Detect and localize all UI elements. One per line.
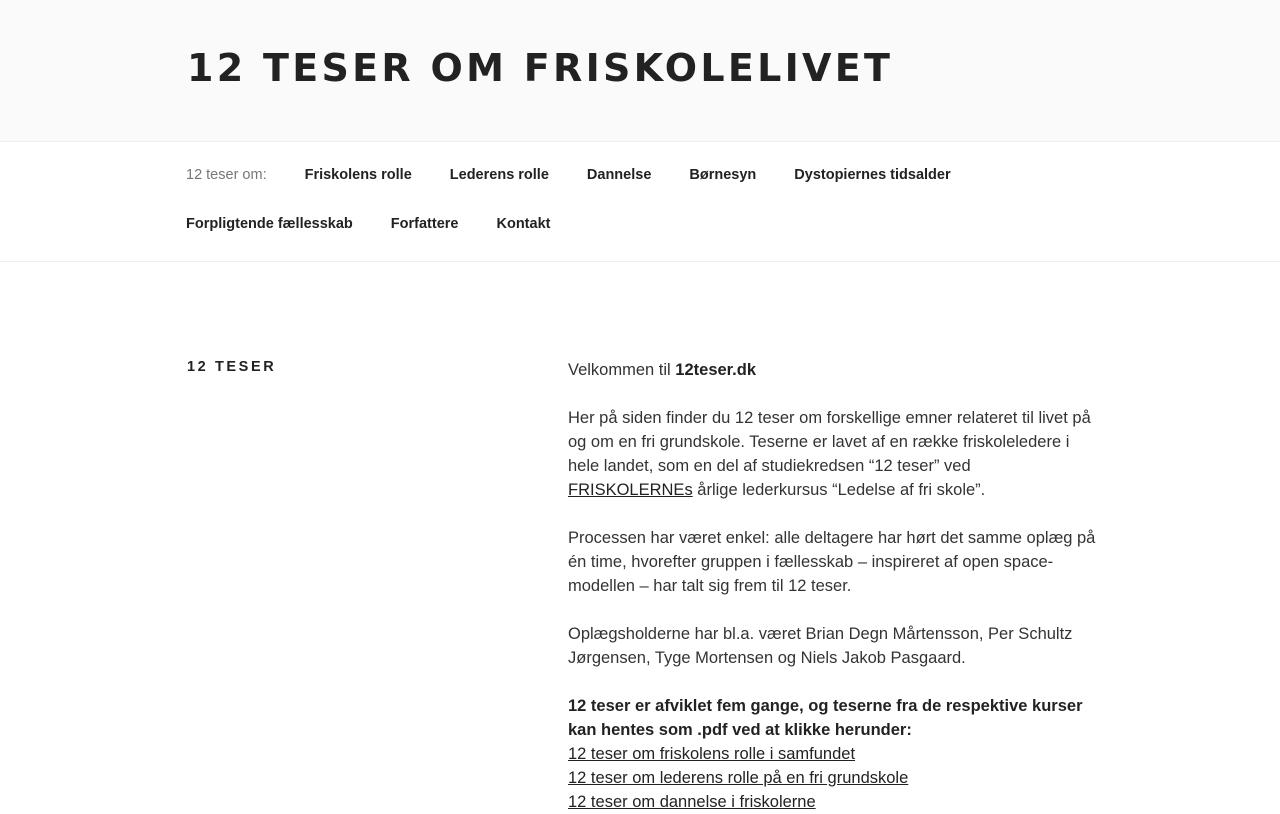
- intro-text: Her på siden finder du 12 teser om forskellige emner relateret til livet på og om en fri grundskole. Teserne er lavet af en række friskoleledere i hele landet, som en del af studiekredsen “12 teser” ved: [568, 409, 1091, 475]
- friskolerne-link[interactable]: FRISKOLERNEs: [568, 481, 693, 499]
- speakers-paragraph: Oplægsholderne har bl.a. været Brian Degn Mårtensson, Per Schultz Jørgensen, Tyge Mortensen og Niels Jakob Pasgaard.: [568, 625, 1073, 667]
- pdf-link-friskolens-rolle[interactable]: 12 teser om friskolens rolle i samfundet: [568, 745, 856, 763]
- welcome-paragraph: [568, 358, 1096, 382]
- pdf-link-lederens-rolle[interactable]: 12 teser om lederens rolle på en fri grundskole: [568, 769, 909, 787]
- nav-item-friskolens-rolle[interactable]: Friskolens rolle: [304, 167, 412, 183]
- intro-text-end: årlige lederkursus “Ledelse af fri skole”.: [692, 481, 986, 499]
- page-title: 12 TESER: [187, 359, 277, 375]
- site-header: [0, 0, 1280, 141]
- nav-item-dannelse[interactable]: Dannelse: [586, 167, 652, 183]
- nav-item-dystopiernes-tidsalder[interactable]: Dystopiernes tidsalder: [794, 167, 951, 183]
- welcome-site-name: 12teser.dk: [675, 361, 757, 379]
- pdf-link-dannelse[interactable]: 12 teser om dannelse i friskolerne: [568, 793, 816, 811]
- nav-item-lederens-rolle[interactable]: Lederens rolle: [449, 167, 549, 183]
- nav-row-2: [186, 216, 588, 232]
- site-title-link[interactable]: 12 TESER OM FRISKOLELIVET: [187, 46, 894, 90]
- pdf-link-list: [568, 742, 1096, 814]
- downloads-section: [568, 694, 1096, 814]
- main-navigation: [0, 141, 1280, 262]
- nav-label: 12 teser om:: [186, 167, 267, 183]
- nav-item-forfattere[interactable]: Forfattere: [390, 216, 459, 232]
- nav-item-boernesyn[interactable]: Børnesyn: [689, 167, 757, 183]
- process-paragraph: Processen har været enkel: alle deltagere har hørt det samme oplæg på én time, hvorefter gruppen i fællesskab – inspireret af open space-modellen – har talt sig frem til 12 teser.: [568, 529, 1096, 595]
- downloads-heading: 12 teser er afviklet fem gange, og teserne fra de respektive kurser kan hentes som .pdf ved at klikke herunder:: [568, 697, 1083, 739]
- nav-item-forpligtende-faellesskab[interactable]: Forpligtende fællesskab: [186, 216, 353, 232]
- nav-item-kontakt[interactable]: Kontakt: [496, 216, 551, 232]
- nav-row-1: [186, 167, 989, 183]
- welcome-prefix: Velkommen til: [568, 361, 676, 379]
- entry-content: [568, 358, 1096, 814]
- intro-paragraph: [568, 406, 1096, 502]
